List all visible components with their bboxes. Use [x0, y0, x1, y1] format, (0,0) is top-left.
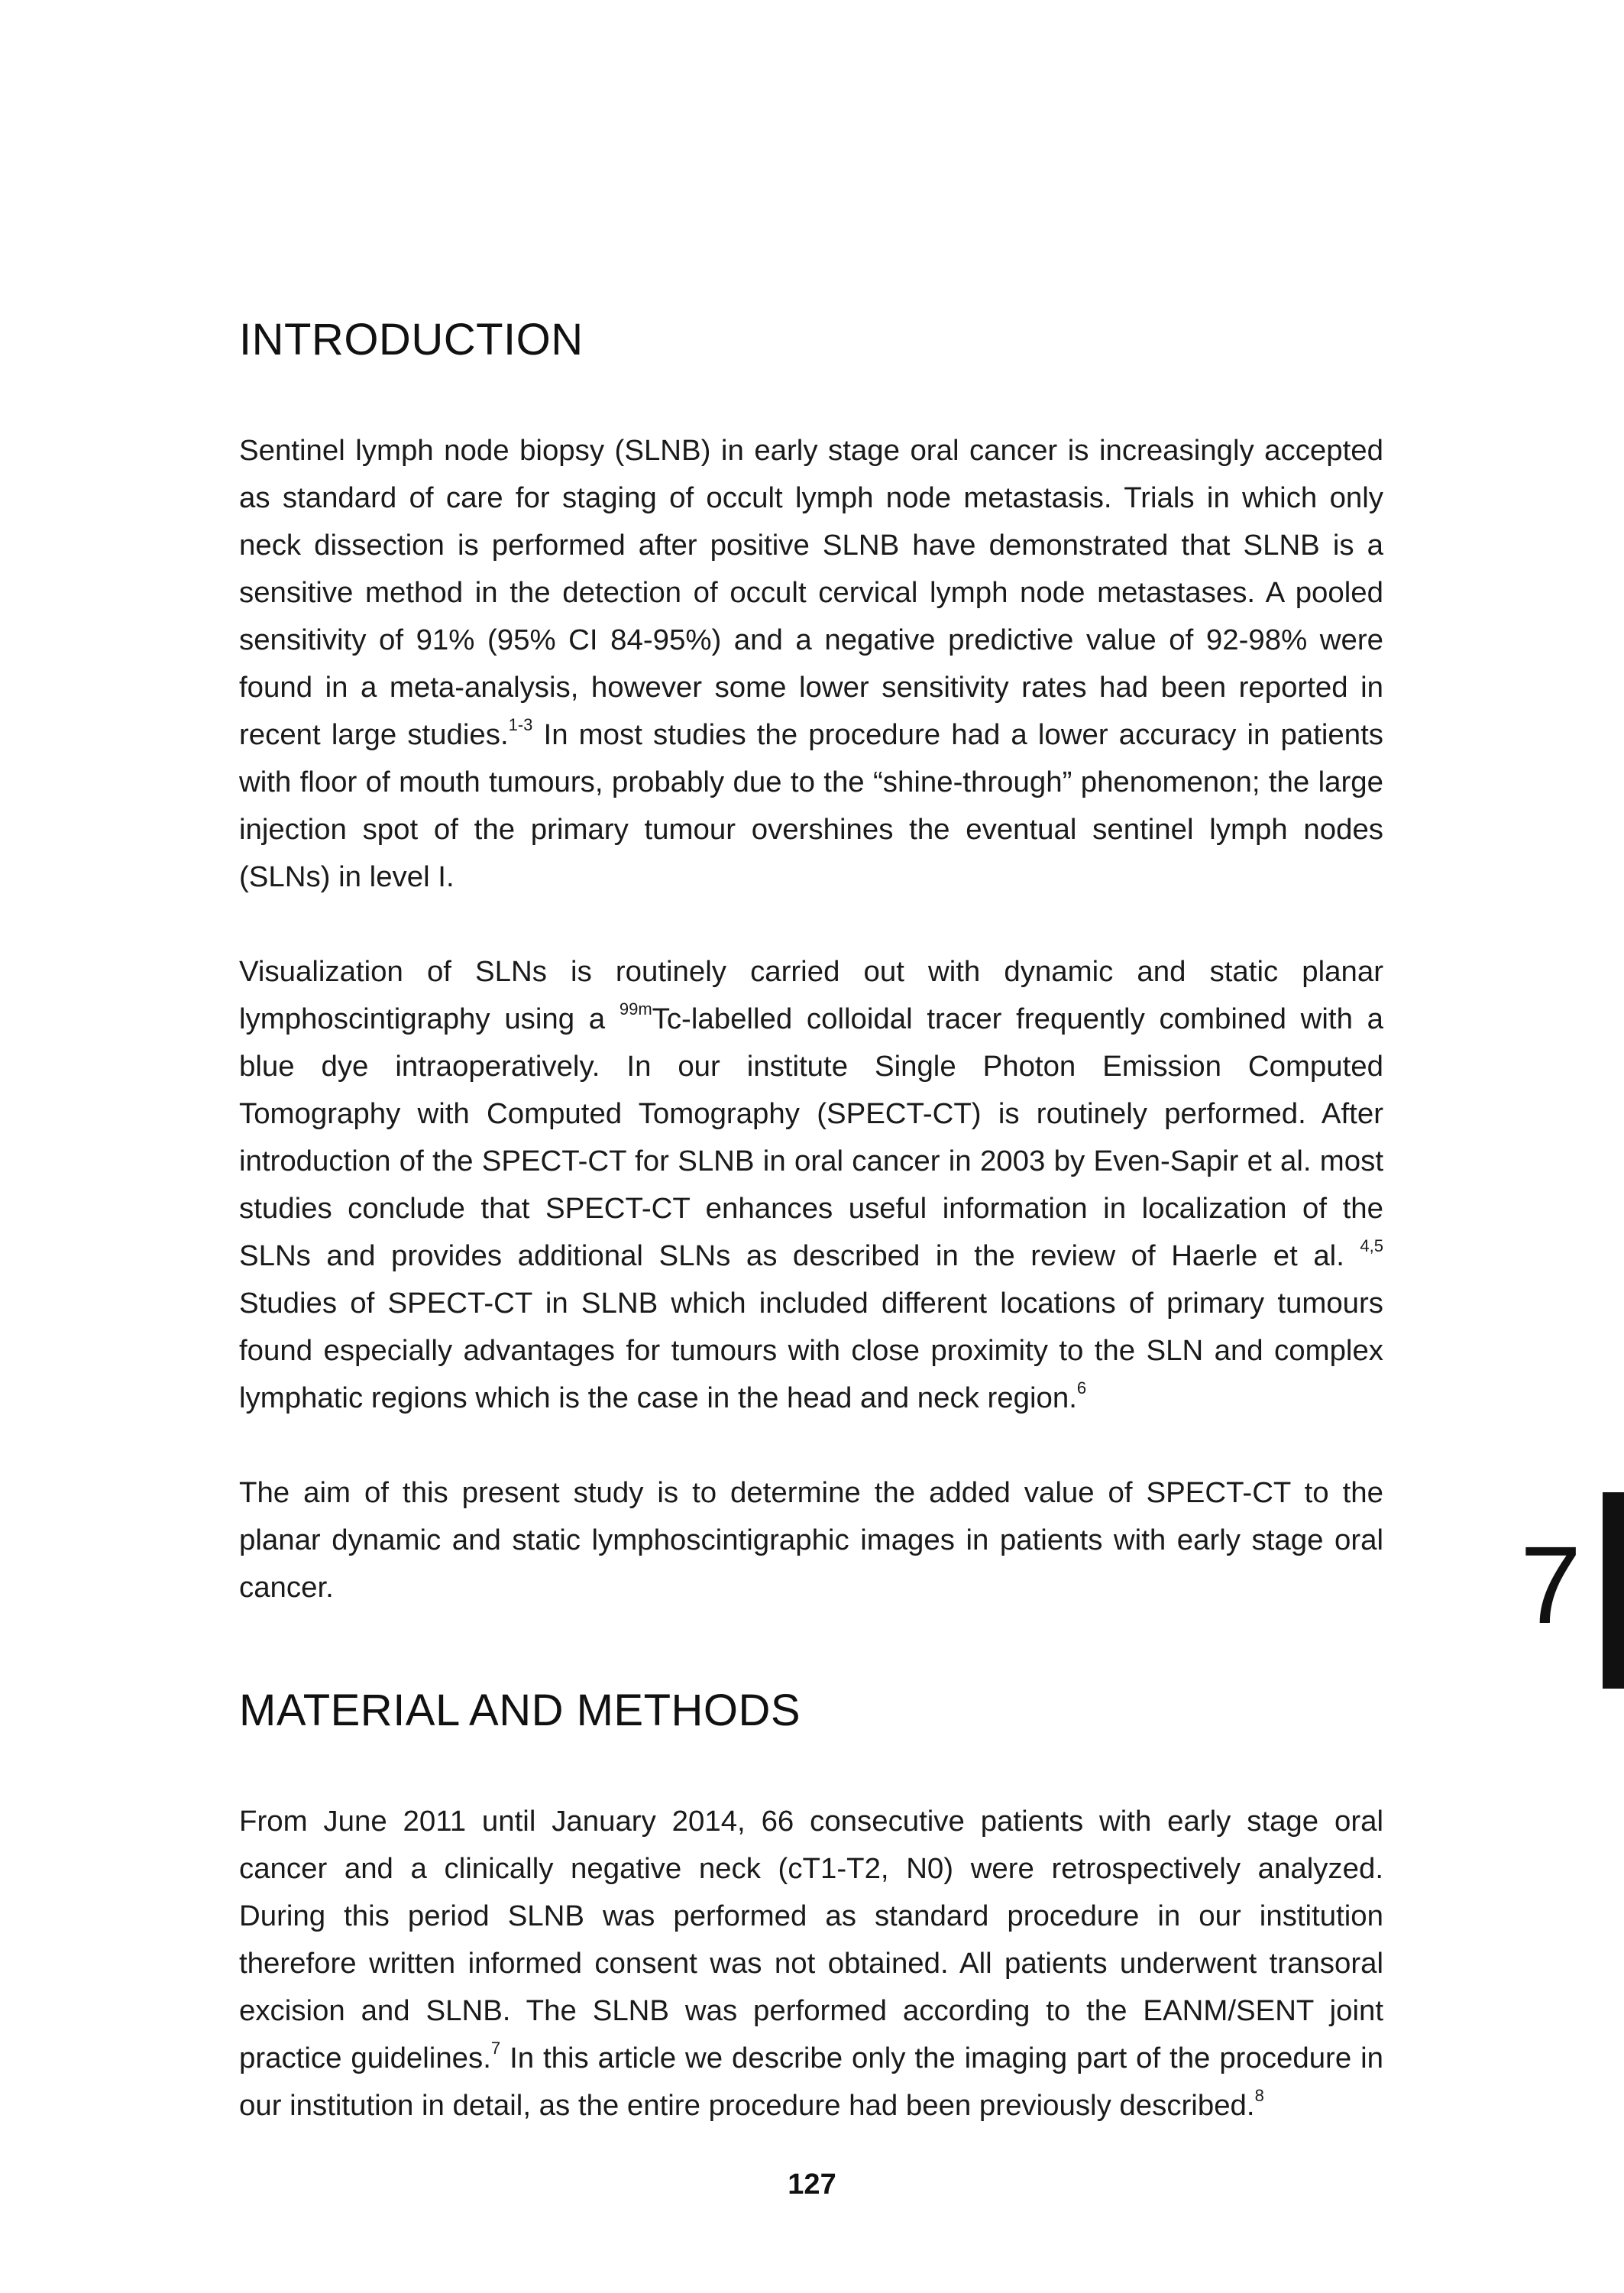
chapter-tab-marker [1603, 1492, 1624, 1689]
page-body [239, 313, 1383, 2129]
chapter-number: 7 [1520, 1524, 1582, 1647]
citation-superscript: 1-3 [508, 715, 533, 735]
intro-paragraph-1: Sentinel lymph node biopsy (SLNB) in early stage oral cancer is increasingly accepted as standard of care for staging of occult lymph node metastasis. Trials in which only neck dissection is performed after positive SLNB have demonstrated that SLNB is a sensitive method in the detection of occult cervical lymph node metastases. A pooled sensitivity of 91% (95% CI 84-95%) and a negative predictive value of 92-98% were found in a meta-analysis, however some lower sensitivity rates had been reported in recent large studies.$^{1-3}$ In most studies the procedure had a lower accuracy in patients with floor of mouth tumours, probably due to the “shine-through” phenomenon; the large injection spot of the primary tumour overshines the eventual sentinel lymph nodes (SLNs) in level I. [239, 434, 1383, 893]
citation-superscript: 99m [619, 999, 652, 1019]
page-number: 127 [788, 2168, 836, 2201]
citation-superscript: 8 [1254, 2086, 1264, 2106]
citation-superscript: 6 [1076, 1378, 1087, 1398]
citation-superscript: 7 [490, 2039, 501, 2058]
section-heading-introduction: INTRODUCTION [239, 315, 584, 364]
citation-superscript: 4,5 [1360, 1236, 1383, 1256]
intro-paragraph-2: Visualization of SLNs is routinely carried out with dynamic and static planar lymphoscintigraphy using a $^{99m}$Tc-labelled colloidal tracer frequently combined with a blue dye intraoperatively. In our institute Single Photon Emission Computed Tomography with Computed Tomography (SPECT-CT) is routinely performed. After introduction of the SPECT-CT for SLNB in oral cancer in 2003 by Even-Sapir et al. most studies conclude that SPECT-CT enhances useful information in localization of the SLNs and provides additional SLNs as described in the review of Haerle et al. $^{4,5}$ Studies of SPECT-CT in SLNB which included different locations of primary tumours found especially advantages for tumours with close proximity to the SLN and complex lymphatic regions which is the case in the head and neck region.$^6$ [239, 955, 1383, 1414]
methods-paragraph-1: From June 2011 until January 2014, 66 consecutive patients with early stage oral cancer and a clinically negative neck (cT1-T2, N0) were retrospectively analyzed. During this period SLNB was performed as standard procedure in our institution therefore written informed consent was not obtained. All patients underwent transoral excision and SLNB. The SLNB was performed according to the EANM/SENT joint practice guidelines.$^7$ In this article we describe only the imaging part of the procedure in our institution in detail, as the entire procedure had been previously described.$^8$ [239, 1805, 1383, 2122]
section-heading-material-methods: MATERIAL AND METHODS [239, 1686, 801, 1735]
intro-paragraph-3: The aim of this present study is to determine the added value of SPECT-CT to the planar dynamic and static lymphoscintigraphic images in patients with early stage oral cancer. [239, 1476, 1383, 1604]
